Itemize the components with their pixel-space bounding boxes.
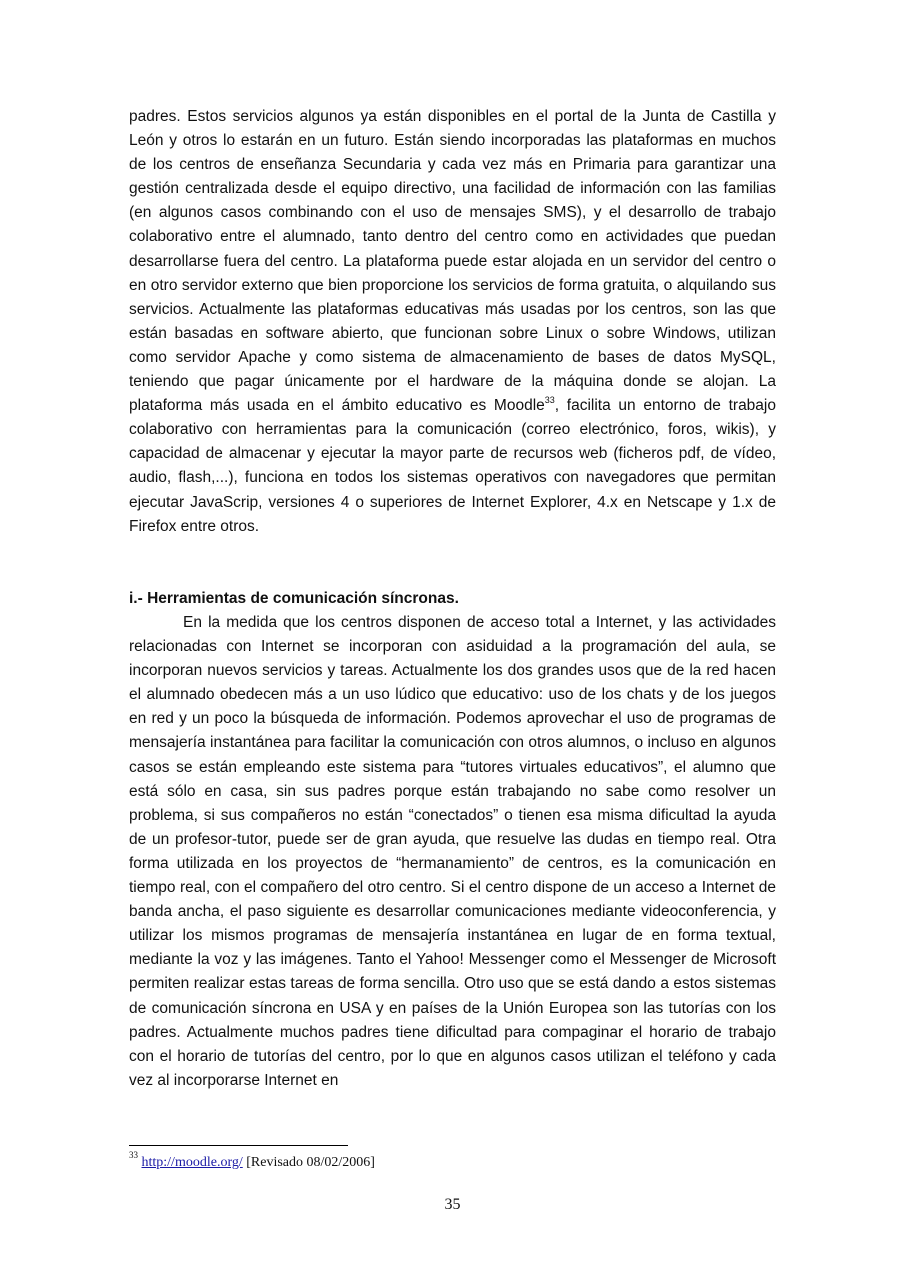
- footnote-divider: [129, 1145, 348, 1146]
- footnote: [129, 1150, 375, 1173]
- footnote-revision-note: [Revisado 08/02/2006]: [242, 1155, 375, 1170]
- paragraph-1-text-a: padres. Estos servicios algunos ya están disponibles en el portal de la Junta de Castilla y León y otros lo estarán en un futuro. Están siendo incorporadas las plataformas en muchos de los centros de enseñanza Secundaria y cada vez más en Primaria para garantizar una gestión centralizada desde el equipo directivo, una facilidad de información con las familias (en algunos casos combinando con el uso de mensajes SMS), y el desarrollo de trabajo colaborativo entre el alumnado, tanto dentro del centro como en actividades que puedan desarrollarse fuera del centro. La plataforma puede estar alojada en un servidor del centro o en otro servidor externo que bien proporcione los servicios de forma gratuita, o alquilando sus servicios. Actualmente las plataformas educativas más usadas por los centros, son las que están basadas en software abierto, que funcionan sobre Linux o sobre Windows, utilizan como servidor Apache y como sistema de almacenamiento de bases de datos MySQL, teniendo que pagar únicamente por el hardware de la máquina donde se alojan. La plataforma más usada en el ámbito educativo es Moodle: [129, 108, 776, 415]
- paragraph-1-text-b: , facilita un entorno de trabajo colaborativo con herramientas para la comunicación (correo electrónico, foros, wikis), y capacidad de almacenar y ejecutar la mayor parte de recursos web (ficheros pdf, de vídeo, audio, flash,...), funciona en todos los sistemas operativos con navegadores que permitan ejecutar JavaScrip, versiones 4 o superiores de Internet Explorer, 4.x en Netscape y 1.x de Firefox entre otros.: [129, 397, 776, 535]
- footnote-number: 33: [129, 1150, 138, 1161]
- body-paragraph-1: [129, 105, 776, 539]
- body-paragraph-2: En la medida que los centros disponen de acceso total a Internet, y las actividades relacionadas con Internet se incorporan con asiduidad a la programación del aula, se incorporan nuevos servicios y tareas. Actualmente los dos grandes usos que de la red hacen el alumnado obedecen más a un uso lúdico que educativo: uso de los chats y de los juegos en red y un poco la búsqueda de información. Podemos aprovechar el uso de programas de mensajería instantánea para facilitar la comunicación con otros alumnos, o incluso en algunos casos se están empleando este sistema para “tutores virtuales educativos”, el alumno que está sólo en casa, sin sus padres porque están trabajando no sabe como resolver un problema, si sus compañeros no están “conectados” o tienen esa misma dificultad la ayuda de un profesor-tutor, puede ser de gran ayuda, que resuelve las dudas en tiempo real. Otra forma utilizada en los proyectos de “hermanamiento” de centros, es la comunicación en tiempo real, con el compañero del otro centro. Si el centro dispone de un acceso a Internet de banda ancha, el paso siguiente es desarrollar comunicaciones mediante videoconferencia, y utilizar los mismos programas de mensajería instantánea en lugar de en forma textual, mediante la voz y las imágenes. Tanto el Yahoo! Messenger como el Messenger de Microsoft permiten realizar estas tareas de forma sencilla. Otro uso que se está dando a estos sistemas de comunicación síncrona en USA y en países de la Unión Europea son las tutorías con los padres. Actualmente muchos padres tiene dificultad para compaginar el horario de trabajo con el horario de tutorías del centro, por lo que en algunos casos utilizan el teléfono y cada vez al incorporarse Internet en: [129, 614, 776, 1089]
- footnote-link[interactable]: http://moodle.org/: [141, 1155, 243, 1170]
- footnote-reference-33[interactable]: 33: [544, 394, 555, 405]
- section-heading: i.- Herramientas de comunicación síncronas.: [129, 590, 459, 607]
- page-number: 35: [444, 1196, 461, 1213]
